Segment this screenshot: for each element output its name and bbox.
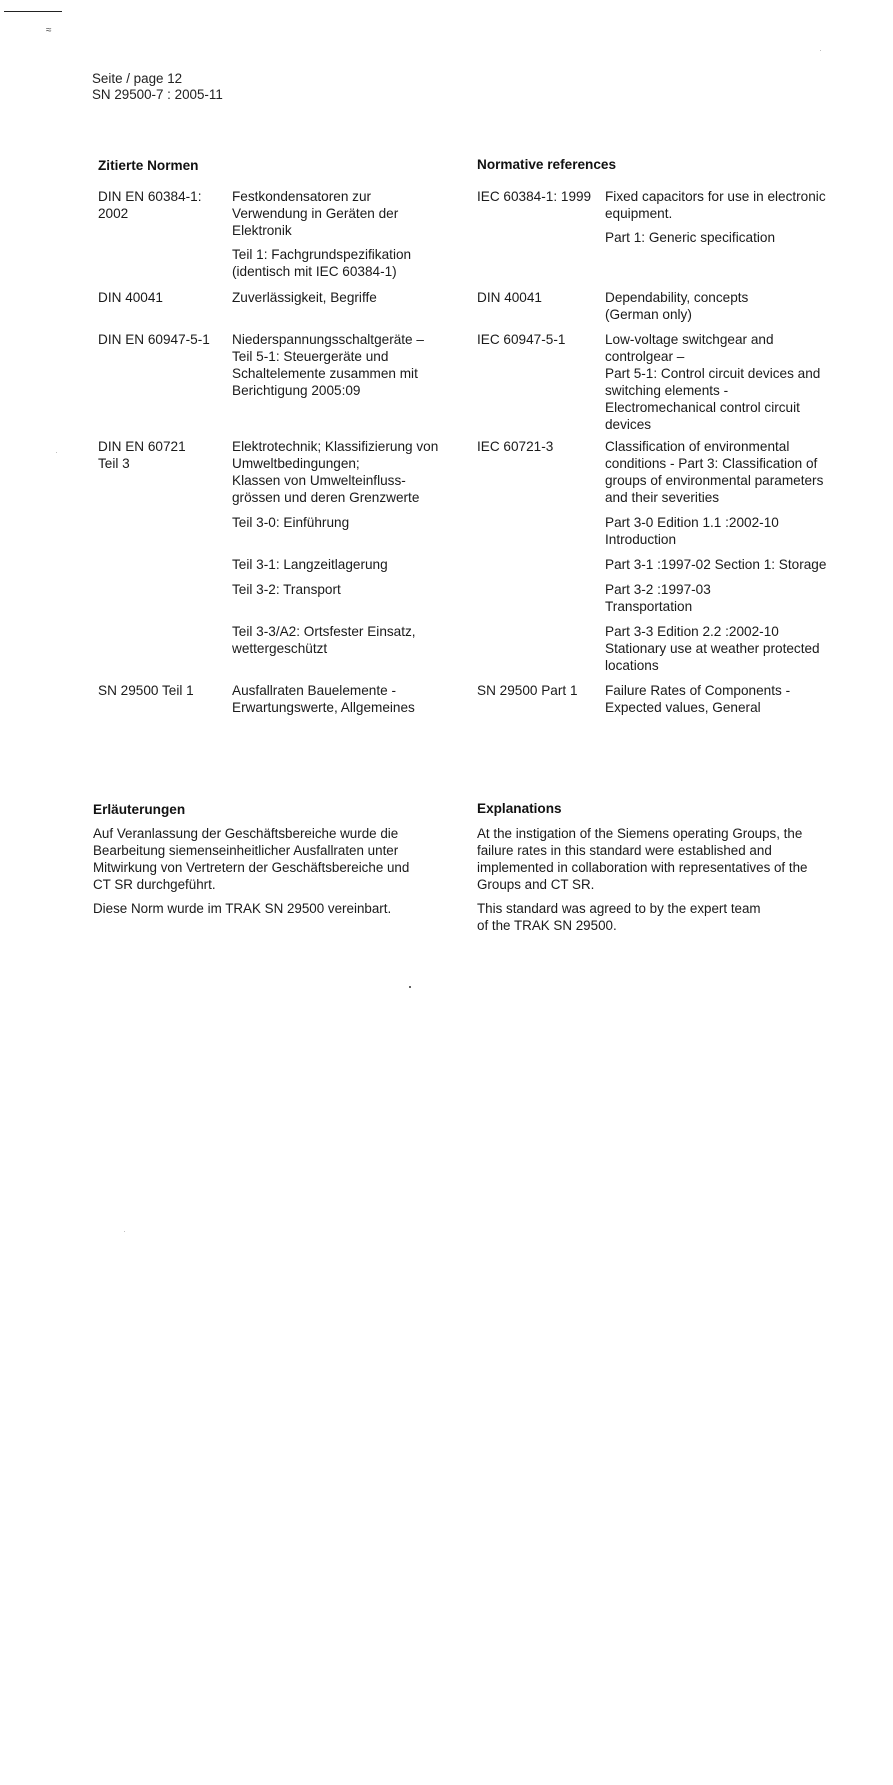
text-line: Elektronik: [232, 223, 292, 238]
text-line: Transportation: [605, 599, 693, 614]
agreement-paragraph-de: [93, 900, 391, 917]
text-line: Mitwirkung von Vertretern der Geschäftsbereiche und: [93, 860, 410, 875]
text-line: Elektrotechnik; Klassifizierung von: [232, 439, 439, 454]
std-title-de: [232, 438, 438, 506]
text-line: switching elements -: [605, 383, 729, 398]
text-line: DIN 40041: [477, 290, 542, 305]
text-line: Part 5-1: Control circuit devices and: [605, 366, 821, 381]
text-line: IEC 60721-3: [477, 439, 554, 454]
text-line: Part 3-1 :1997-02 Section 1: Storage: [605, 557, 827, 572]
std-title-de: [232, 514, 349, 531]
text-line: (German only): [605, 307, 692, 322]
std-title-de: [232, 246, 411, 280]
text-line: This standard was agreed to by the expert team: [477, 901, 761, 916]
text-line: Electromechanical control circuit: [605, 400, 800, 415]
std-number-de: [98, 188, 202, 222]
text-line: (identisch mit IEC 60384-1): [232, 264, 397, 279]
text-line: SN 29500 Teil 1: [98, 683, 194, 698]
std-title-de: [232, 581, 341, 598]
std-title-en: [605, 289, 748, 323]
text-line: Groups and CT SR.: [477, 877, 595, 892]
scan-speck: [409, 986, 411, 988]
agreement-paragraph-en: [477, 900, 761, 934]
text-line: DIN EN 60384-1:: [98, 189, 202, 204]
text-line: Dependability, concepts: [605, 290, 749, 305]
std-title-de: [232, 556, 388, 573]
std-title-en: [605, 623, 820, 674]
text-line: DIN EN 60721: [98, 439, 186, 454]
text-line: conditions - Part 3: Classification of: [605, 456, 818, 471]
std-title-en: [605, 229, 775, 246]
heading-explanations-de: Erläuterungen: [93, 802, 186, 817]
text-line: Teil 3-2: Transport: [232, 582, 341, 597]
text-line: IEC 60947-5-1: [477, 332, 566, 347]
text-line: and their severities: [605, 490, 720, 505]
std-title-de: [232, 188, 398, 239]
text-line: Erwartungswerte, Allgemeines: [232, 700, 415, 715]
text-line: At the instigation of the Siemens operating Groups, the: [477, 826, 803, 841]
text-line: Festkondensatoren zur: [232, 189, 372, 204]
std-number-en: [477, 438, 553, 455]
text-line: DIN 40041: [98, 290, 163, 305]
std-title-de: [232, 289, 377, 306]
std-title-de: [232, 331, 424, 399]
text-line: Niederspannungsschaltgeräte –: [232, 332, 424, 347]
text-line: Teil 3: [98, 456, 130, 471]
std-number-de: [98, 438, 186, 472]
std-title-en: [605, 514, 779, 548]
text-line: 2002: [98, 206, 129, 221]
text-line: Failure Rates of Components -: [605, 683, 791, 698]
std-number-de: [98, 682, 194, 699]
text-line: Expected values, General: [605, 700, 761, 715]
text-line: CT SR durchgeführt.: [93, 877, 216, 892]
text-line: Verwendung in Geräten der: [232, 206, 399, 221]
text-line: wettergeschützt: [232, 641, 328, 656]
heading-cited-standards-de: Zitierte Normen: [98, 158, 199, 173]
text-line: Part 1: Generic specification: [605, 230, 776, 245]
std-title-en: [605, 556, 826, 573]
text-line: SN 29500 Part 1: [477, 683, 578, 698]
text-line: IEC 60384-1: 1999: [477, 189, 592, 204]
text-line: Berichtigung 2005:09: [232, 383, 361, 398]
document-id-line: SN 29500-7 : 2005-11: [92, 87, 223, 102]
std-number-de: [98, 331, 210, 348]
std-title-en: [605, 438, 823, 506]
text-line: Klassen von Umwelteinfluss-: [232, 473, 406, 488]
heading-explanations-en: Explanations: [477, 801, 562, 816]
text-line: Part 3-3 Edition 2.2 :2002-10: [605, 624, 779, 639]
explanation-paragraph-de: [93, 825, 409, 893]
text-line: Zuverlässigkeit, Begriffe: [232, 290, 377, 305]
text-line: DIN EN 60947-5-1: [98, 332, 210, 347]
std-number-en: [477, 289, 542, 306]
text-line: Teil 3-1: Langzeitlagerung: [232, 557, 388, 572]
std-number-en: [477, 188, 591, 205]
text-line: grössen und deren Grenzwerte: [232, 490, 420, 505]
std-number-en: [477, 682, 578, 699]
text-line: Diese Norm wurde im TRAK SN 29500 vereinbart.: [93, 901, 392, 916]
text-line: Stationary use at weather protected: [605, 641, 820, 656]
std-title-de: [232, 623, 416, 657]
text-line: Auf Veranlassung der Geschäftsbereiche wurde die: [93, 826, 399, 841]
std-number-en: [477, 331, 565, 348]
text-line: Umweltbedingungen;: [232, 456, 360, 471]
std-title-en: [605, 682, 790, 716]
scan-speck: [124, 1231, 125, 1232]
std-title-de: [232, 682, 415, 716]
scan-top-rule: [4, 11, 62, 12]
text-line: implemented in collaboration with representatives of the: [477, 860, 808, 875]
std-number-de: [98, 289, 163, 306]
text-line: Introduction: [605, 532, 677, 547]
text-line: Low-voltage switchgear and: [605, 332, 774, 347]
corner-scan-mark: ≈: [46, 25, 52, 36]
text-line: controlgear –: [605, 349, 685, 364]
text-line: of the TRAK SN 29500.: [477, 918, 617, 933]
text-line: Schaltelemente zusammen mit: [232, 366, 418, 381]
text-line: Teil 5-1: Steuergeräte und: [232, 349, 389, 364]
text-line: Bearbeitung siemenseinheitlicher Ausfallraten unter: [93, 843, 399, 858]
text-line: Teil 3-3/A2: Ortsfester Einsatz,: [232, 624, 416, 639]
text-line: failure rates in this standard were established and: [477, 843, 772, 858]
text-line: Teil 1: Fachgrundspezifikation: [232, 247, 412, 262]
page-number-line: Seite / page 12: [92, 71, 183, 86]
heading-normative-references-en: Normative references: [477, 157, 617, 172]
std-title-en: [605, 331, 820, 433]
std-title-en: [605, 188, 826, 222]
std-title-en: [605, 581, 711, 615]
text-line: Part 3-0 Edition 1.1 :2002-10: [605, 515, 779, 530]
text-line: Ausfallraten Bauelemente -: [232, 683, 396, 698]
scan-speck: [820, 50, 821, 51]
explanation-paragraph-en: [477, 825, 807, 893]
text-line: Teil 3-0: Einführung: [232, 515, 350, 530]
text-line: Part 3-2 :1997-03: [605, 582, 711, 597]
text-line: locations: [605, 658, 659, 673]
text-line: Classification of environmental: [605, 439, 790, 454]
text-line: groups of environmental parameters: [605, 473, 824, 488]
text-line: equipment.: [605, 206, 673, 221]
text-line: Fixed capacitors for use in electronic: [605, 189, 826, 204]
text-line: devices: [605, 417, 652, 432]
scan-speck: [56, 452, 57, 453]
